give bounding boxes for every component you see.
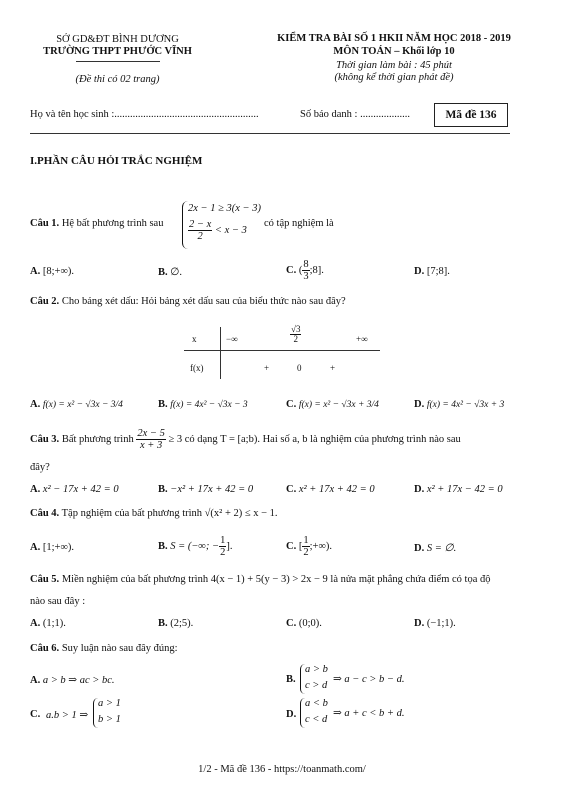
root-num: √3 [291,324,301,334]
q6-d-top: a < b [305,698,328,709]
option-text: [1;+∞). [42,542,75,553]
exam-time: Thời gian làm bài : 45 phút [336,60,452,71]
option-text: (1;1). [42,618,66,629]
q4-text: Tập nghiệm của bất phương trình √(x² + 2) ≤ x − 1. [61,508,278,519]
table-vline [220,327,221,379]
option-letter: B. [158,399,168,410]
q1-ineq1: 2x − 1 ≥ 3(x − 3) [188,203,261,214]
section-title: I.PHẦN CÂU HỎI TRẮC NGHIỆM [30,155,203,167]
q4-label: Câu 4. [30,508,60,519]
option-letter: C. [286,618,297,629]
exam-code: Mã đề 136 [445,109,497,121]
exam-code-box [434,103,508,127]
q6-d-bot: c < d [305,714,328,725]
option-text: S = (−∞; − [170,540,220,552]
q6-d-tail: ⇒ a + c < b + d. [333,708,405,719]
q3-text1: Bất phương trình [61,433,134,445]
option-letter: C. [286,399,297,410]
option-letter: B. [158,484,168,495]
q3-stem [30,428,461,451]
q1-text: Hệ bất phương trình sau [61,218,164,229]
q1-ineq2 [188,219,247,242]
q2-option-c[interactable] [286,399,379,410]
q3-option-b[interactable] [158,484,253,495]
q5-option-d[interactable] [414,618,456,629]
q3-option-a[interactable] [30,484,119,495]
option-letter: D. [414,618,425,629]
q3-text3: đây? [30,462,50,473]
option-letter: D. [414,266,425,277]
option-text: ;8]. [309,264,324,276]
q6-text: Suy luận nào sau đây đúng: [61,643,178,654]
option-text: f(x) = 4x² − √3x − 3 [170,400,248,410]
option-text: (−1;1). [426,618,456,629]
option-letter: D. [414,543,425,554]
q5-text2: nào sau đây : [30,596,86,607]
frac-den: 2 [303,547,309,559]
option-letter: C. [286,540,297,552]
q5-option-a[interactable] [30,618,66,629]
q3-label: Câu 3. [30,433,60,445]
q5-option-b[interactable] [158,618,193,629]
option-letter: B. [158,267,168,278]
q2-option-a[interactable] [30,399,123,410]
option-letter: C. [286,484,297,495]
exam-title: KIỂM TRA BÀI SỐ 1 HKII NĂM HỌC 2018 - 2019 [277,33,511,44]
q1-label: Câu 1. [30,218,60,229]
frac-den: 2 [220,547,226,559]
option-letter: A. [30,266,41,277]
q1-tail: có tập nghiệm là [264,218,334,229]
pages-note: (Đề thi có 02 trang) [75,74,160,85]
table-hline [184,350,380,351]
option-letter: A. [30,618,41,629]
option-text: a > b ⇒ ac > bc. [42,675,115,686]
table-sign-zero: 0 [297,363,302,373]
option-text: f(x) = 4x² − √3x + 3 [426,400,505,410]
table-pos-inf: +∞ [356,334,368,344]
option-text: [ [298,540,303,552]
option-text: f(x) = x² − √3x + 3/4 [298,400,379,410]
student-name-field: Họ và tên học sinh :....................................................... [30,109,259,120]
root-den: 2 [293,334,298,345]
q6-c-top: a > 1 [98,698,121,709]
q6-option-a[interactable] [30,674,115,686]
option-text: ∅. [170,267,183,278]
q2-option-d[interactable] [414,399,504,410]
table-sign-1: + [264,363,270,373]
option-letter: C. [30,709,41,720]
q6-label: Câu 6. [30,643,60,654]
table-x-label: x [192,334,197,344]
option-text: (2;5). [170,618,194,629]
option-letter: B. [286,674,296,685]
option-text: x² + 17x − 42 = 0 [426,484,503,495]
option-letter: D. [286,709,297,720]
option-letter: B. [158,540,168,552]
option-letter: A. [30,675,41,686]
q6-b-top: a > b [305,664,328,675]
q2-stem [30,296,346,307]
q2-text: Cho bảng xét dấu: Hỏi bảng xét dấu sau của biểu thức nào sau đây? [61,296,346,307]
q3-ineq: ≥ 3 [168,433,183,445]
option-text: x² + 17x + 42 = 0 [298,484,375,495]
q1-option-c[interactable] [286,259,324,282]
q3-frac-num: 2x − 5 [137,428,165,439]
option-text: ]. [226,540,233,552]
q5-stem [30,574,491,585]
exam-time-note: (không kể thời gian phát đề) [334,72,454,83]
q3-option-c[interactable] [286,484,375,495]
table-root [290,325,301,345]
frac-num: 1 [220,535,226,546]
option-text: f(x) = x² − √3x − 3/4 [42,400,123,410]
q4-option-c[interactable] [286,535,332,558]
table-neg-inf: −∞ [226,334,238,344]
table-fx-label: f(x) [190,363,204,373]
option-text: (0;0). [298,618,322,629]
q3-option-d[interactable] [414,484,503,495]
q4-option-a[interactable] [30,542,74,553]
option-letter: B. [158,618,168,629]
page-footer: 1/2 - Mã đề 136 - https://toanmath.com/ [198,764,366,775]
q6-b-tail: ⇒ a − c > b − d. [333,674,405,685]
q2-label: Câu 2. [30,296,60,307]
q5-option-c[interactable] [286,618,322,629]
subject: MÔN TOÁN – Khối lớp 10 [333,46,455,57]
student-id-field: Số báo danh : ................... [300,109,410,120]
table-sign-3: + [330,363,336,373]
q6-c-bot: b > 1 [98,714,121,725]
q3-text2: có dạng T = [a;b). Hai số a, b là nghiệm của phương trình nào sau [184,433,461,445]
q4-option-b[interactable] [158,535,233,558]
option-text: ( [298,264,303,276]
school-underline [76,61,160,62]
q1-ineq2-tail: < x − 3 [214,224,247,236]
q1-option-b[interactable] [158,266,182,278]
option-text: S = ∅. [426,543,457,554]
q6-c-pre: a.b > 1 ⇒ [46,710,89,721]
q1-stem [30,218,163,229]
q3-frac-den: x + 3 [139,440,163,452]
option-text: ;+∞). [309,540,333,552]
option-text: [8;+∞). [42,266,75,277]
q1-option-d[interactable] [414,266,450,277]
q1-frac-num: 2 − x [189,219,212,230]
q6-b-bot: c > d [305,680,328,691]
q5-text: Miền nghiệm của bất phương trình 4(x − 1) + 5(y − 3) > 2x − 9 là nửa mặt phẳng chứa điểm có tọa độ [61,574,491,585]
option-text: x² − 17x + 42 = 0 [42,484,119,495]
option-letter: C. [286,264,297,276]
frac-num: 8 [303,259,309,270]
header-divider [30,133,510,134]
q2-option-b[interactable] [158,399,248,410]
option-letter: A. [30,484,41,495]
q5-label: Câu 5. [30,574,60,585]
q6-stem [30,643,178,654]
q4-stem [30,508,278,519]
option-text: [7;8]. [426,266,450,277]
frac-den: 3 [303,271,309,283]
option-letter: A. [30,399,41,410]
option-letter: A. [30,542,41,553]
q4-option-d[interactable] [414,542,456,554]
option-text: −x² + 17x + 42 = 0 [170,484,254,495]
option-letter: D. [414,484,425,495]
q1-frac-den: 2 [197,231,203,243]
dept-name: SỞ GD&ĐT BÌNH DƯƠNG [56,34,179,45]
q1-option-a[interactable] [30,266,74,277]
option-letter: D. [414,399,425,410]
school-name: TRƯỜNG THPT PHƯỚC VĨNH [43,46,192,57]
frac-num: 1 [303,535,309,546]
